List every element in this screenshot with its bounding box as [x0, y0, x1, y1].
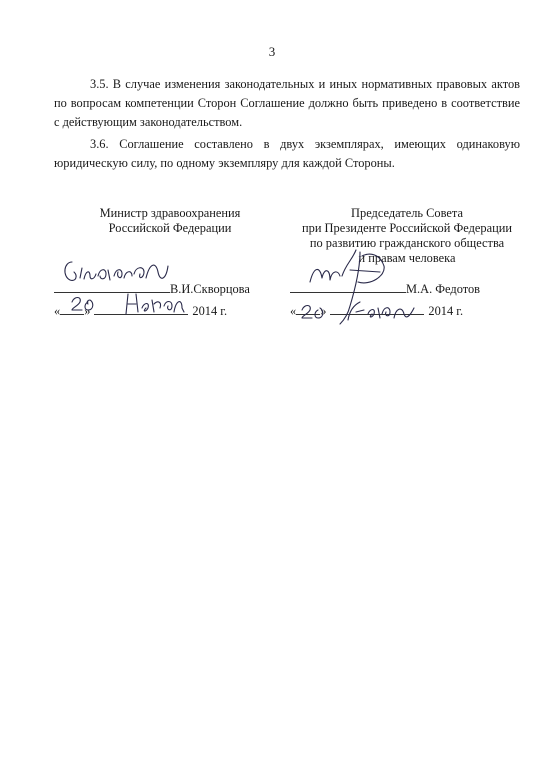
left-signature-line	[54, 280, 250, 297]
right-date-year: 2014 г.	[428, 304, 464, 318]
right-title-line-2: при Президенте Российской Федерации	[302, 221, 512, 235]
left-date-year: 2014 г.	[192, 304, 228, 318]
right-signatory-name: М.А. Федотов	[406, 282, 481, 296]
left-date-close-quote: »	[84, 304, 91, 318]
left-signature-underline	[54, 280, 170, 293]
left-date-open-quote: «	[54, 304, 61, 318]
right-date-open-quote: «	[290, 304, 297, 318]
page-number: 3	[268, 44, 276, 59]
right-title-line-1: Председатель Совета	[351, 206, 463, 220]
right-date-month-underline	[330, 302, 424, 315]
left-date-month-underline	[94, 302, 188, 315]
right-signature-underline	[290, 280, 406, 293]
left-date-day-underline	[60, 302, 84, 315]
left-signatory-name: В.И.Скворцова	[170, 282, 250, 296]
clause-3-6: 3.6. Соглашение составлено в двух экземплярах, имеющих одинаковую юридическую силу, по одному экземпляру для каждой Стороны.	[54, 137, 520, 170]
left-title-line-1: Министр здравоохранения	[99, 206, 241, 220]
right-title-line-3: по развитию гражданского общества	[309, 236, 505, 250]
right-date-day-underline	[296, 302, 320, 315]
left-date-line	[54, 302, 227, 319]
right-signature-line	[290, 280, 480, 297]
left-title-line-2: Российской Федерации	[108, 221, 232, 235]
clause-3-5: 3.5. В случае изменения законодательных и иных нормативных правовых актов по вопросам компетенции Сторон Соглашение должно быть приведено в соответствие с действующим законодательством.	[54, 77, 520, 129]
right-date-close-quote: »	[320, 304, 327, 318]
left-signatory-title	[60, 206, 280, 236]
right-signatory-title	[282, 206, 532, 266]
right-title-line-4: и правам человека	[358, 251, 456, 265]
right-date-line	[290, 302, 463, 319]
